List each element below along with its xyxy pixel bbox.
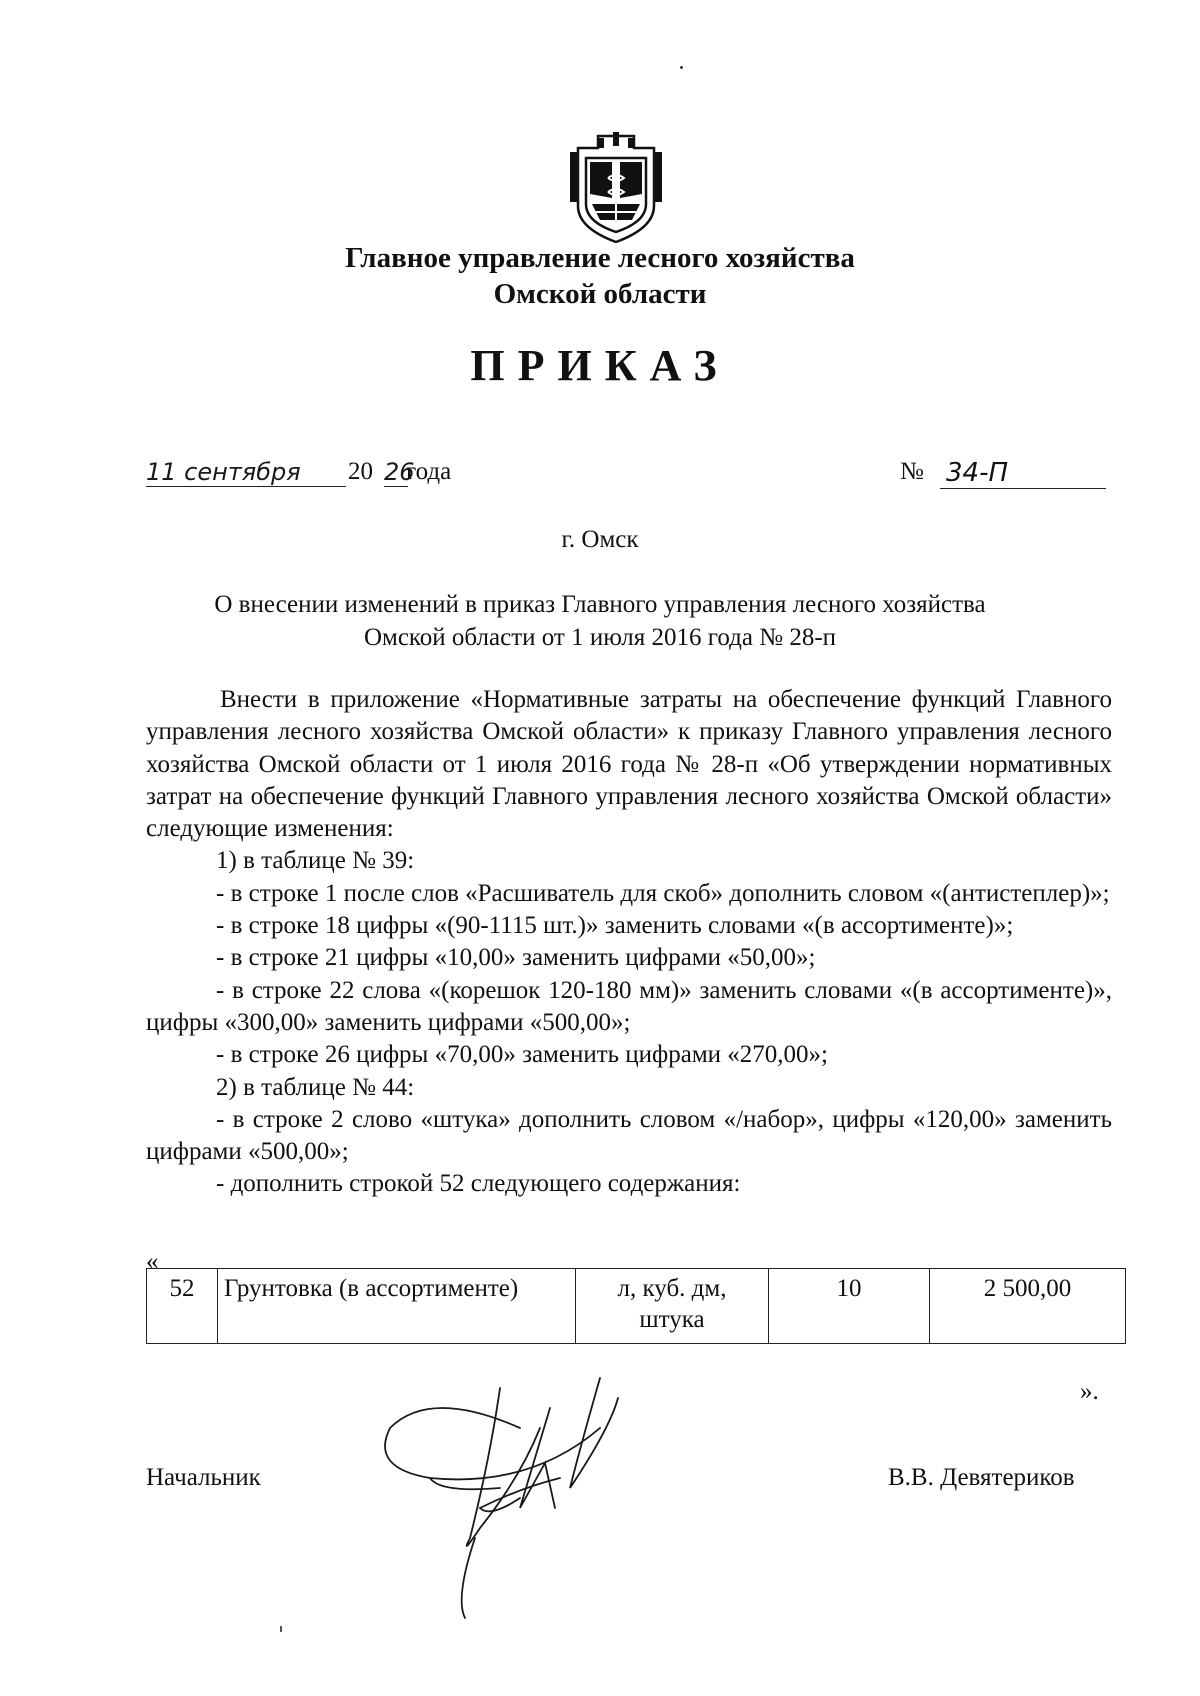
- year-suffix: года: [406, 458, 452, 485]
- body-item: - в строке 2 слово «штука» дополнить словом «/набор», цифры «120,00» заменить цифрами «500,00»;: [146, 1105, 1112, 1166]
- body-item: - в строке 26 цифры «70,00» заменить цифрами «270,00»;: [216, 1041, 828, 1069]
- signer-name: В.В. Девятериков: [888, 1464, 1075, 1491]
- table-row: [147, 1269, 1126, 1344]
- handwritten-signature: [370, 1368, 690, 1628]
- table-cell-price: 2 500,00: [930, 1269, 1126, 1344]
- city: г. Омск: [561, 526, 639, 553]
- scan-speck: [680, 66, 683, 69]
- signer-position: Начальник: [146, 1464, 261, 1491]
- order-number: [900, 458, 1100, 494]
- year-handwritten: 26: [384, 458, 415, 486]
- body-item: 2) в таблице № 44:: [216, 1073, 415, 1101]
- organization-name: [0, 240, 1200, 312]
- org-line-2: Омской области: [493, 278, 707, 310]
- subject-line-2: Омской области от 1 июля 2016 года № 28-п: [363, 624, 837, 651]
- table-cell-number: 52: [147, 1269, 218, 1344]
- number-sign: №: [900, 458, 924, 485]
- org-line-1: Главное управление лесного хозяйства: [345, 242, 855, 274]
- quote-open: «: [146, 1248, 159, 1275]
- body-item: - в строке 21 цифры «10,00» заменить цифрами «50,00»;: [216, 944, 816, 972]
- order-subject: [0, 588, 1200, 654]
- order-date: [146, 458, 546, 494]
- coat-of-arms-icon: [568, 128, 664, 246]
- document-type-title: ПРИКАЗ: [470, 341, 730, 390]
- scan-speck: [280, 1626, 282, 1632]
- body-item: - в строке 22 слова «(корешок 120-180 мм)» заменить словами «(в ассортименте)», цифры «300,00» заменить цифрами «500,00»;: [146, 976, 1112, 1036]
- body-item: - в строке 1 после слов «Расшиватель для скоб» дополнить словом «(антистеплер)»;: [216, 879, 1110, 907]
- body-intro: Внести в приложение «Нормативные затраты на обеспечение функций Главного управления лесного хозяйства Омской области» к приказу Главного управления лесного хозяйства Омской области от 1 июля 2016 года № 28-п «Об утверждении нормативных затрат на обеспечение функций Главного управления лесного хозяйства Омской области» следующие изменения:: [146, 686, 1112, 843]
- body-item: - дополнить строкой 52 следующего содержания:: [216, 1170, 741, 1198]
- subject-line-1: О внесении изменений в приказ Главного управления лесного хозяйства: [214, 591, 986, 618]
- date-handwritten: 11 сентября: [146, 458, 346, 487]
- quote-close: ».: [1080, 1378, 1099, 1405]
- body-item: - в строке 18 цифры «(90-1115 шт.)» заменить словами «(в ассортименте)»;: [216, 912, 1014, 940]
- table-cell-quantity: 10: [769, 1269, 930, 1344]
- number-handwritten: 34-П: [940, 458, 1106, 489]
- year-prefix: 20: [348, 458, 373, 485]
- table-cell-unit: л, куб. дм, штука: [576, 1269, 769, 1344]
- order-body: [146, 684, 1112, 1201]
- body-item: 1) в таблице № 39:: [216, 847, 415, 875]
- addition-table: [146, 1268, 1126, 1344]
- table-cell-name: Грунтовка (в ассортименте): [218, 1269, 576, 1344]
